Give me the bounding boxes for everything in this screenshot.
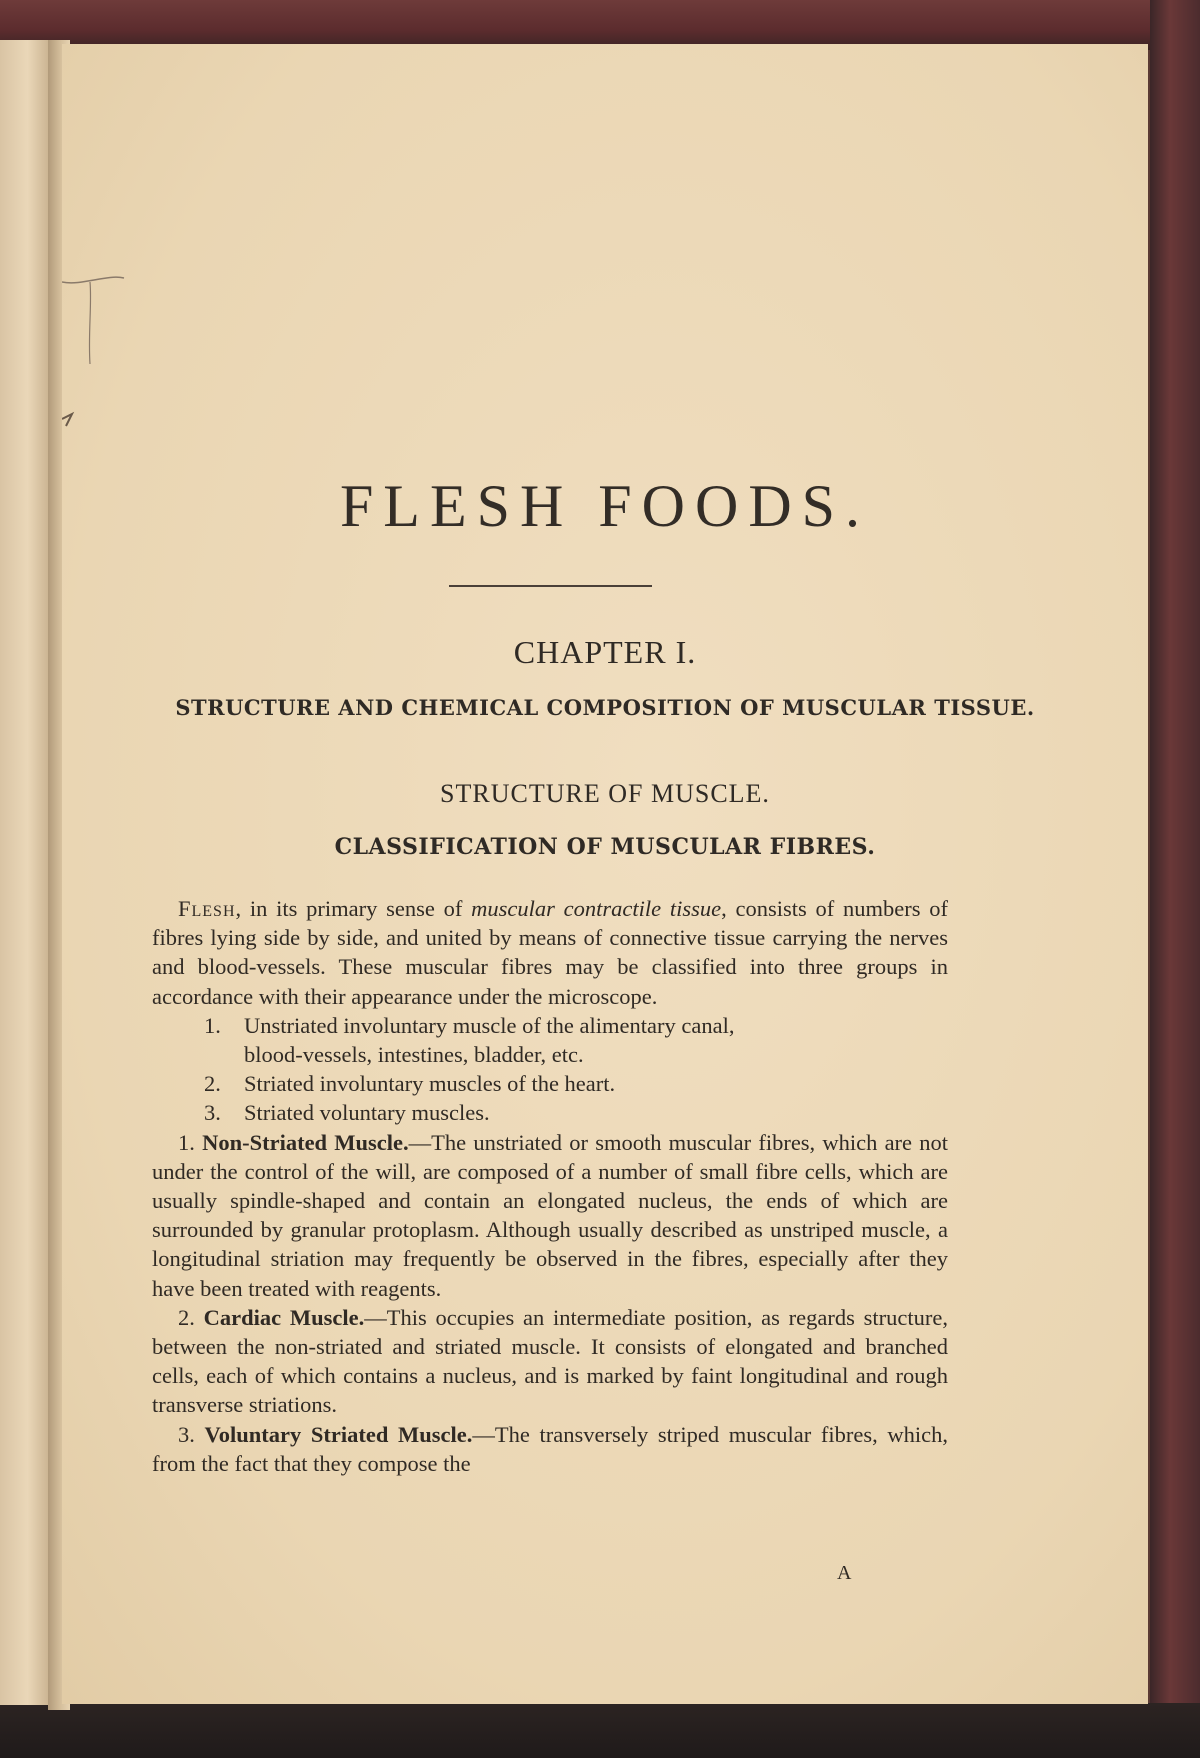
facing-page-edge bbox=[0, 40, 50, 1705]
paragraph-number: 2. bbox=[178, 1304, 195, 1330]
paragraph-number: 1. bbox=[178, 1129, 195, 1155]
book-cover-bottom-edge bbox=[0, 1703, 1200, 1758]
paragraph-cardiac bbox=[152, 1303, 948, 1420]
list-text: Striated voluntary muscles. bbox=[244, 1100, 490, 1126]
paragraph-text: —This occupies an intermediate position, as regards structure, between the non-striated and striated muscle. It consists of elongated and branched cells, each of which contains a nucleus, and is marked by faint longitudinal and rough transverse striations. bbox=[152, 1304, 949, 1418]
title-divider bbox=[449, 585, 652, 587]
list-text: Striated involuntary muscles of the heart. bbox=[244, 1071, 616, 1097]
list-text: Unstriated involuntary muscle of the alimentary canal, bbox=[244, 1012, 735, 1038]
chapter-heading: CHAPTER I. bbox=[513, 634, 697, 670]
book-page bbox=[62, 44, 1148, 1704]
body-text bbox=[152, 894, 948, 1478]
book-cover-right-edge bbox=[1150, 0, 1200, 1758]
list-item bbox=[152, 1098, 948, 1127]
list-number: 1. bbox=[204, 1012, 221, 1038]
signature-mark: A bbox=[837, 1562, 852, 1584]
list-number: 3. bbox=[204, 1100, 221, 1126]
subsection-title: STRUCTURE OF MUSCLE. bbox=[440, 779, 770, 808]
paragraph-heading: Cardiac Muscle. bbox=[203, 1304, 365, 1330]
classification-title: CLASSIFICATION OF MUSCULAR FIBRES. bbox=[334, 834, 876, 860]
list-item-continuation: blood-vessels, intestines, bladder, etc. bbox=[244, 1042, 584, 1068]
intro-text-2: , consists of numbers of fibres lying side by side, and united by means of connective tissue carrying the nerves and blood-vessels. These muscular fibres may be classified into three groups in accordance with their appearance under the microscope. bbox=[152, 896, 948, 1009]
paragraph-heading: Non-Striated Muscle. bbox=[202, 1129, 409, 1155]
emphasis-text: muscular contractile tissue bbox=[471, 896, 722, 921]
list-item bbox=[152, 1011, 948, 1040]
list-item bbox=[152, 1069, 948, 1098]
paragraph-text: —The unstriated or smooth muscular fibres, which are not under the control of the will, are composed of a number of small fibre cells, which are usually spindle-shaped and contain an elongated nucleus, the ends of which are surrounded by granular protoplasm. Although usually described as unstriped muscle, a longitudinal striation may frequently be observed in the fibres, especially after they have been treated with reagents. bbox=[152, 1129, 948, 1301]
lead-word: Flesh bbox=[178, 896, 236, 921]
paragraph-voluntary bbox=[152, 1420, 948, 1478]
section-title: STRUCTURE AND CHEMICAL COMPOSITION OF MUSCULAR TISSUE. bbox=[175, 695, 1035, 720]
pencil-annotation-icon bbox=[62, 264, 132, 464]
paragraph-text: —The transversely striped muscular fibres, which, from the fact that they compose the bbox=[152, 1421, 948, 1476]
book-cover-top-edge bbox=[0, 0, 1200, 50]
paragraph-heading: Voluntary Striated Muscle. bbox=[204, 1421, 473, 1447]
page-title: FLESH FOODS. bbox=[339, 473, 871, 539]
intro-paragraph bbox=[152, 894, 948, 1011]
list-number: 2. bbox=[204, 1071, 221, 1097]
paragraph-non-striated bbox=[152, 1128, 948, 1303]
intro-text-1: , in its primary sense of bbox=[235, 896, 472, 921]
paragraph-number: 3. bbox=[178, 1421, 195, 1447]
